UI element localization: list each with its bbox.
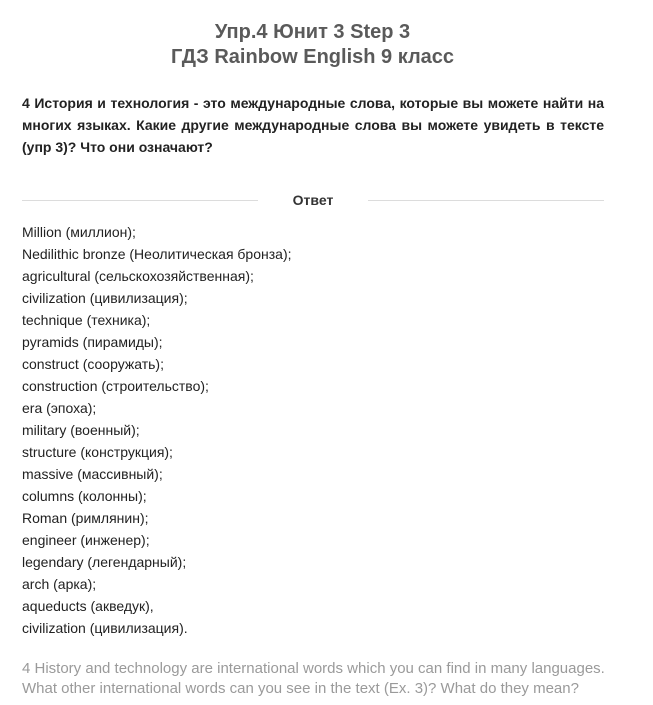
list-item: legendary (легендарный); xyxy=(22,554,187,570)
list-item: technique (техника); xyxy=(22,312,151,328)
list-item: arch (арка); xyxy=(22,576,97,592)
list-item: aqueducts (акведук), xyxy=(22,598,154,614)
divider-line-right xyxy=(368,200,604,201)
list-item: columns (колонны); xyxy=(22,488,147,504)
list-item: Million (миллион); xyxy=(22,224,136,240)
list-item: civilization (цивилизация); xyxy=(22,290,188,306)
list-item: agricultural (сельскохозяйственная); xyxy=(22,268,254,284)
list-item: Nedilithic bronze (Неолитическая бронза); xyxy=(22,246,292,262)
list-item: construct (сооружать); xyxy=(22,356,164,372)
answer-list xyxy=(22,221,292,639)
list-item: civilization (цивилизация). xyxy=(22,620,188,636)
english-translation: 4 History and technology are international words which you can find in many languages. What other international words can you see in the text (Ex. 3)? What do they mean? xyxy=(22,660,605,697)
page-title xyxy=(0,20,625,70)
answer-divider xyxy=(22,190,604,210)
list-item: pyramids (пирамиды); xyxy=(22,334,163,350)
divider-line-left xyxy=(22,200,258,201)
list-item: Roman (римлянин); xyxy=(22,510,149,526)
task-text: 4 История и технология - это международные слова, которые вы можете найти на многих языках. Какие другие международные слова вы можете увидеть в тексте (упр 3)? Что они означают? xyxy=(22,95,604,155)
page-title-line-1: Упр.4 Юнит 3 Step 3 xyxy=(214,21,411,43)
page-title-line-2: ГДЗ Rainbow English 9 класс xyxy=(170,46,455,68)
list-item: engineer (инженер); xyxy=(22,532,150,548)
list-item: military (военный); xyxy=(22,422,140,438)
answer-heading: Ответ xyxy=(292,192,334,208)
list-item: structure (конструкция); xyxy=(22,444,173,460)
list-item: massive (массивный); xyxy=(22,466,163,482)
list-item: construction (строительство); xyxy=(22,378,209,394)
list-item: era (эпоха); xyxy=(22,400,97,416)
